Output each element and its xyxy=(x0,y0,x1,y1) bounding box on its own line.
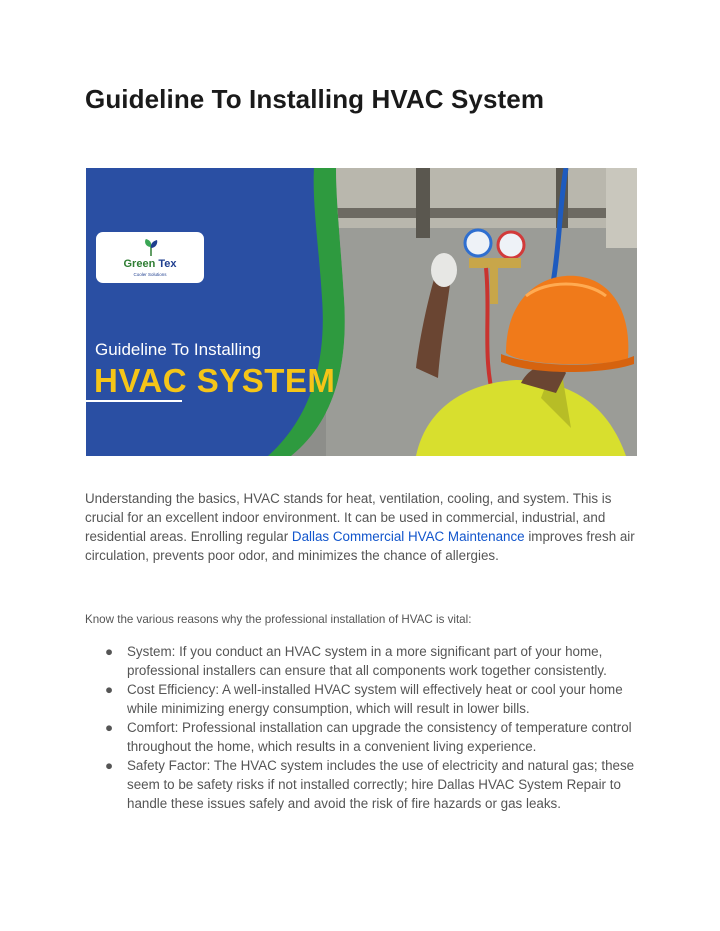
list-item xyxy=(85,718,645,756)
bullet-icon: ● xyxy=(105,758,114,773)
logo-name-tex: Tex xyxy=(158,258,177,270)
dallas-commercial-hvac-maintenance-link[interactable]: Dallas Commercial HVAC Maintenance xyxy=(291,529,525,544)
leaf-logo-icon xyxy=(143,238,159,256)
logo-wordmark xyxy=(96,258,204,270)
banner-heading-line1: Guideline To Installing xyxy=(95,340,262,359)
reasons-lead-text: Know the various reasons why the professional installation of HVAC is vital: xyxy=(85,613,472,626)
banner-underline-divider xyxy=(86,400,182,402)
green-tex-logo xyxy=(96,232,204,283)
list-item-text: Cost Efficiency: A well-installed HVAC system will effectively heat or cool your home while minimizing energy consumption, which will result in lower bills. xyxy=(127,682,623,716)
banner-artwork xyxy=(86,168,637,456)
reasons-list xyxy=(85,642,645,813)
intro-text-after-link: improves fresh air circulation, prevents poor odor, and minimizes the chance of allergies. xyxy=(85,529,635,563)
list-item-text: Comfort: Professional installation can upgrade the consistency of temperature control throughout the home, which results in a convenient living experience. xyxy=(127,720,632,754)
intro-text-before-link: Understanding the basics, HVAC stands for heat, ventilation, cooling, and system. This is crucial for an excellent indoor environment. It can be used in commercial, industrial, and residential areas. Enrolling regular xyxy=(85,491,612,544)
bullet-icon: ● xyxy=(105,682,114,697)
list-item xyxy=(85,680,645,718)
bullet-icon: ● xyxy=(105,720,114,735)
intro-paragraph xyxy=(85,489,635,565)
list-item-text: Safety Factor: The HVAC system includes the use of electricity and natural gas; these seem to be safety risks if not installed correctly; hire Dallas HVAC System Repair to handle these issues safely and avoid the risk of fire hazards or gas leaks. xyxy=(127,758,635,811)
list-item xyxy=(85,756,645,813)
hero-banner-image xyxy=(86,168,637,456)
list-item xyxy=(85,642,645,680)
bullet-icon: ● xyxy=(105,644,114,659)
list-item-text: System: If you conduct an HVAC system in a more significant part of your home, professional installers can ensure that all components work together consistently. xyxy=(127,644,607,678)
banner-heading-line2: HVAC SYSTEM xyxy=(94,362,336,399)
logo-tagline: Cooler Solutions xyxy=(133,272,167,277)
logo-name-green: Green xyxy=(123,258,156,270)
page-title: Guideline To Installing HVAC System xyxy=(85,84,545,114)
